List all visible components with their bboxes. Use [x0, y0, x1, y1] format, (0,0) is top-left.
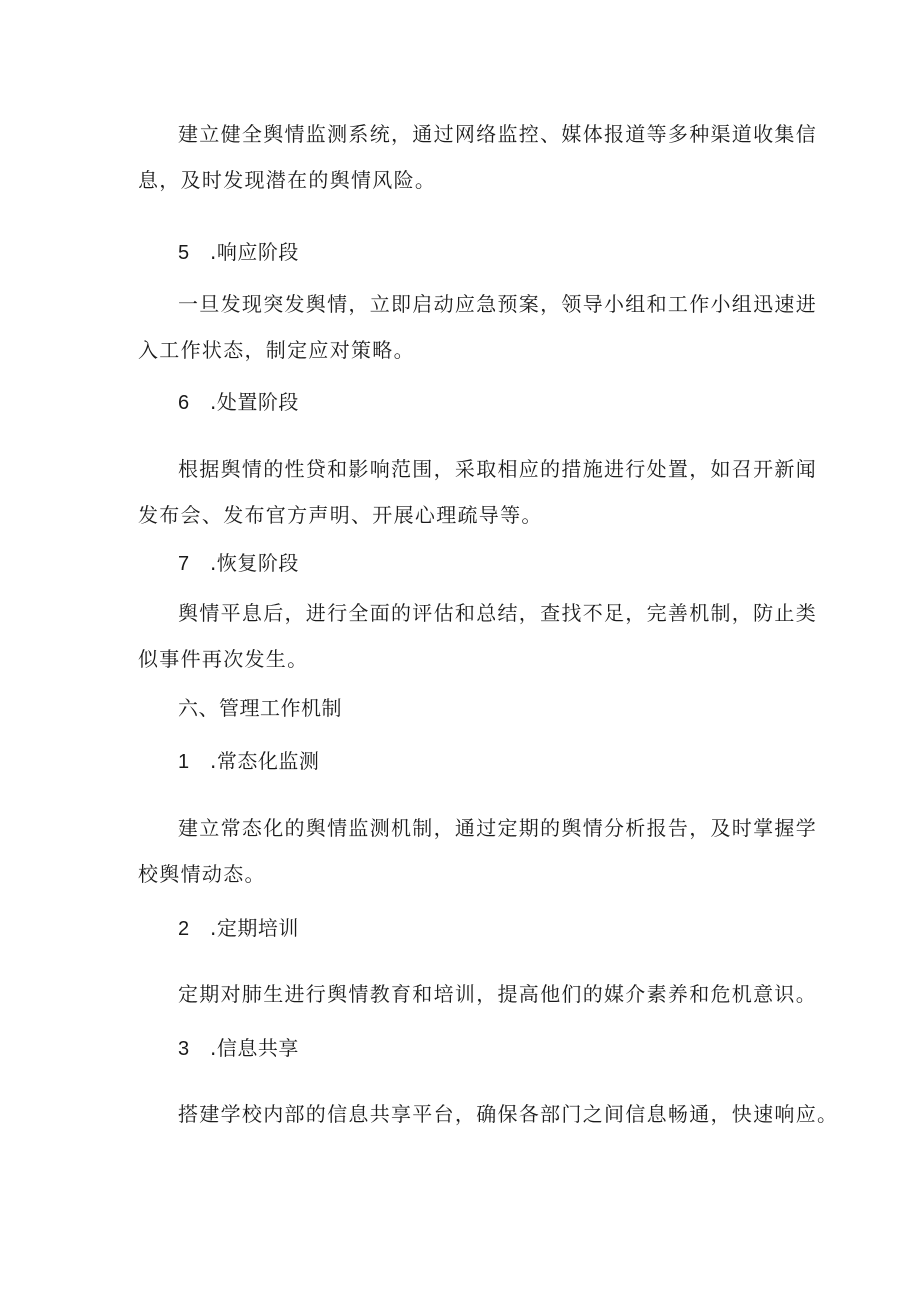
paragraph-line: 根据舆情的性贷和影响范围，采取相应的措施进行处置，如召开新闻 [178, 457, 817, 481]
paragraph-line: 发布会、发布官方声明、开展心理疏导等。 [138, 503, 543, 527]
paragraph-line: 一旦发现突发舆情，立即启动应急预案，领导小组和工作小组迅速进 [178, 292, 817, 316]
paragraph-line: 定期对肺生进行舆情教育和培训，提高他们的媒介素养和危机意识。 [178, 982, 817, 1006]
section-heading-3 [178, 1034, 299, 1063]
heading-number: 6 [178, 392, 190, 414]
section-heading-1 [178, 747, 319, 776]
paragraph-line: 入工作状态，制定应对策略。 [138, 338, 415, 362]
heading-number: 3 [178, 1038, 190, 1060]
heading-text: .信息共享 [210, 1036, 299, 1060]
section-heading-6 [178, 388, 299, 417]
paragraph-line: 搭建学校内部的信息共享平台，确保各部门之间信息畅通，快速响应。 [178, 1102, 839, 1126]
heading-number: 1 [178, 751, 190, 773]
heading-text: .定期培训 [210, 916, 299, 940]
paragraph-line: 建立健全舆情监测系统，通过网络监控、媒体报道等多种渠道收集信 [178, 122, 817, 146]
heading-number: 7 [178, 553, 190, 575]
heading-text: .恢复阶段 [210, 551, 299, 575]
paragraph-line: 息，及时发现潜在的舆情风险。 [138, 168, 437, 192]
heading-number: 2 [178, 918, 190, 940]
paragraph-line: 建立常态化的舆情监测机制，通过定期的舆情分析报告，及时掌握学 [178, 816, 817, 840]
heading-text: .处置阶段 [210, 390, 299, 414]
section-heading-2 [178, 914, 299, 943]
heading-text: .常态化监测 [210, 749, 320, 773]
section-heading-5 [178, 238, 299, 267]
paragraph-line: 舆情平息后，进行全面的评估和总结，查找不足，完善机制，防止类 [178, 601, 817, 625]
chapter-heading: 六、管理工作机制 [178, 696, 342, 720]
heading-number: 5 [178, 242, 190, 264]
paragraph-line: 似事件再次发生。 [138, 647, 309, 671]
section-heading-7 [178, 549, 299, 578]
paragraph-line: 校舆情动态。 [138, 862, 266, 886]
heading-text: .响应阶段 [210, 240, 299, 264]
